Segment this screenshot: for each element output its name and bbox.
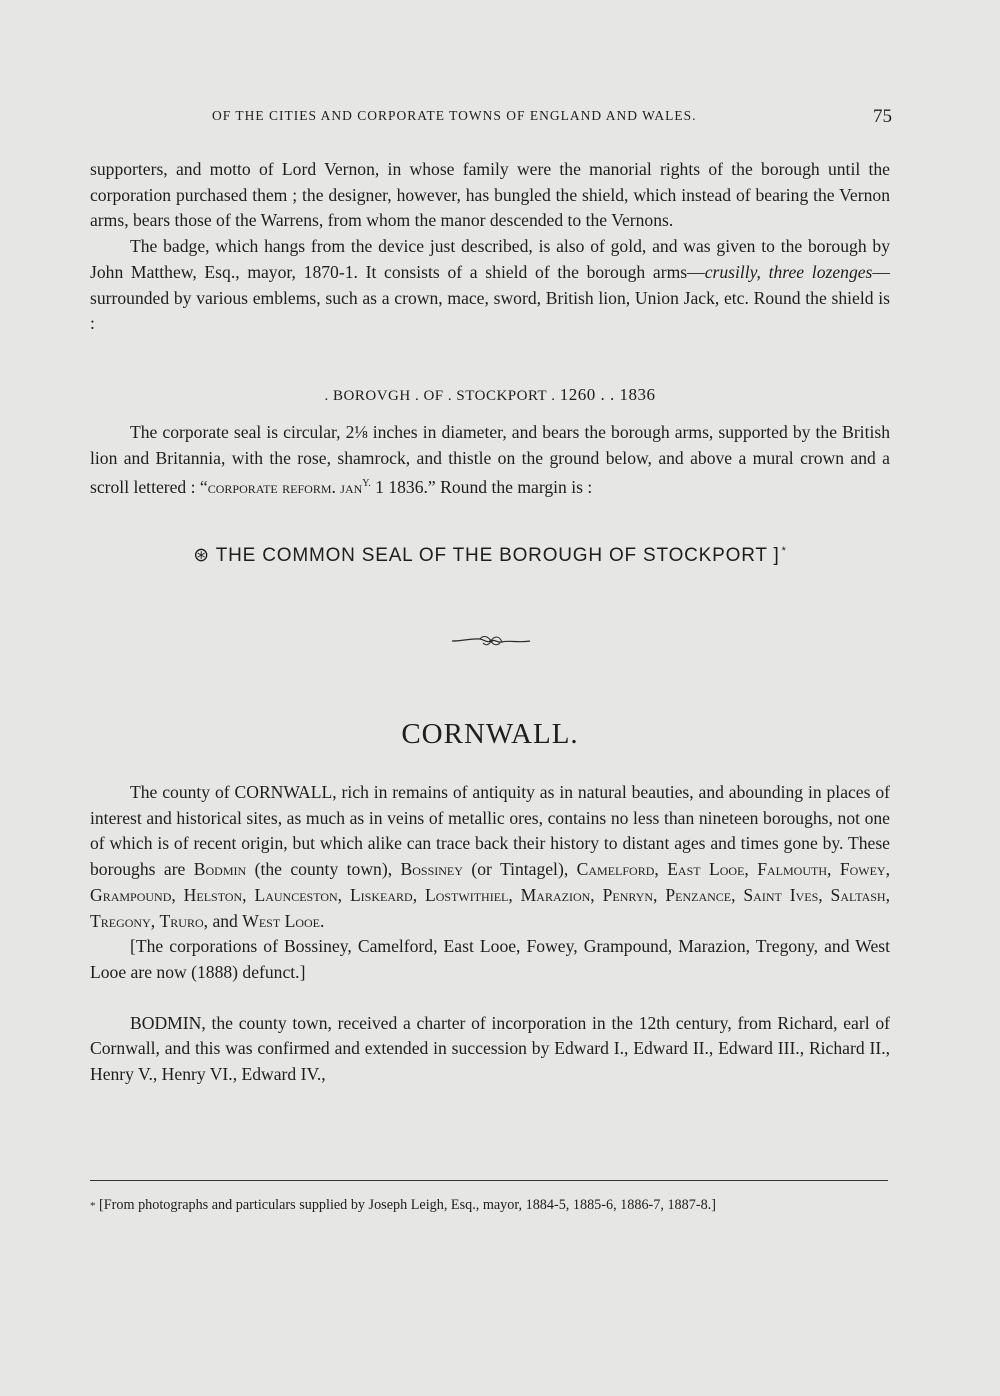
ornament-divider-icon [450, 632, 532, 650]
borough-name: Bodmin [193, 859, 247, 880]
badge-text-start: The badge, which hangs from the device just described, is also of gold, and was given to the borough by John Matthew, Esq., mayor, 1870-1. It consists of a shield of the borough arms— [90, 236, 890, 282]
footnote [90, 1194, 890, 1218]
borough-name: Falmouth [757, 859, 828, 880]
borough-name: Launceston [254, 884, 338, 905]
bossiney-note: (or Tintagel) [471, 859, 564, 880]
borough-name: Truro [159, 910, 204, 931]
county-town-note: (the county town) [254, 859, 388, 880]
borough-name: Lostwithiel [424, 884, 509, 905]
borough-name: Bossiney [400, 859, 463, 880]
borough-name: West Looe [242, 910, 320, 931]
and-word: and [212, 910, 238, 931]
borough-name: Tregony [90, 910, 151, 931]
borough-name: Saint Ives [743, 884, 819, 905]
seal-legend-text: ⊛ THE COMMON SEAL OF THE BOROUGH OF STOCKPORT ] [193, 545, 780, 566]
seal-motto: corporate reform. jan [207, 477, 363, 498]
paragraph-bodmin: BODMIN, the county town, received a charter of incorporation in the 12th century, from Richard, earl of Cornwall, and this was confirmed and extended in succession by Edward I., Edward II., Edward III., Richard II., Henry V., Henry VI., Edward IV., [90, 1012, 890, 1085]
paragraph-vernon-supporters: supporters, and motto of Lord Vernon, in whose family were the manorial rights of the borough until the corporation purchased them ; the designer, however, has bungled the shield, which instead of bearing the Vernon arms, bears those of the Warrens, from whom the manor descended to the Vernons. [90, 159, 890, 231]
borough-name: Marazion [520, 884, 591, 905]
cornwall-intro-text: The county of CORNWALL, rich in remains of antiquity as in natural beauties, and abounding in places of interest and historical sites, as much as in veins of metallic ores, contains no less than nineteen boroughs, not one of which is of recent origin, but which alike can trace back their history to distant ages and times gone by. These boroughs are [90, 782, 890, 880]
running-head [90, 106, 890, 130]
blazon-italic: crusilly, three lozenges [704, 261, 873, 282]
borough-name: Liskeard [349, 884, 413, 905]
borough-name: Saltash [830, 884, 886, 905]
footnote-divider [90, 1180, 888, 1181]
borough-name: Helston [183, 884, 243, 905]
seal-text-end: 1 1836.” Round the margin is : [370, 477, 593, 498]
borough-name: Fowey [839, 859, 886, 880]
seal-legend [90, 544, 890, 567]
borough-name: Penryn [602, 884, 654, 905]
footnote-mark: * [90, 1200, 96, 1212]
seal-text [90, 420, 890, 501]
footnote-reference: * [781, 544, 787, 557]
borough-name: Camelford [576, 859, 655, 880]
paragraph-corporate-seal [90, 420, 890, 501]
badge-inscription [90, 385, 890, 405]
badge-inscription-words: . BOROVGH . OF . STOCKPORT . [324, 388, 556, 404]
seal-text-start: The corporate seal is circular, 2⅛ inches in diameter, and bears the borough arms, supported by the British lion and Britannia, with the rose, shamrock, and thistle on the ground below, and above a mural crown and a scroll lettered : “ [90, 422, 890, 498]
seal-motto-superscript: Y. [362, 478, 371, 490]
borough-name: Grampound [90, 884, 172, 905]
stockport-text [90, 157, 890, 337]
borough-name: Penzance [665, 884, 732, 905]
footnote-text: [From photographs and particulars supplied by Joseph Leigh, Esq., mayor, 1884-5, 1885-6, 1886-7, 1887-8.] [99, 1197, 716, 1213]
paragraph-cornwall-intro: The county of CORNWALL, rich in remains of antiquity as in natural beauties, and abounding in places of interest and historical sites, as much as in veins of metallic ores, contains no less than nineteen boroughs, not one of which is of recent origin, but which alike can trace back their history to distant ages and times gone by. These boroughs are Bodmin (the county town), Bossiney (or Tintagel), Camelford, East Looe, Falmouth, Fowey, Grampound, Helston, Launceston, Liskeard, Lostwithiel, Marazion, Penryn, Penzance, Saint Ives, Saltash, Tregony, Truro, and West Looe. [90, 782, 891, 931]
page-number: 75 [873, 106, 892, 127]
borough-name: East Looe [667, 859, 745, 880]
paragraph-badge [90, 234, 890, 337]
running-title: OF THE CITIES AND CORPORATE TOWNS OF ENGLAND AND WALES. [212, 108, 697, 123]
paragraph-defunct-corporations: [The corporations of Bossiney, Camelford, East Looe, Fowey, Grampound, Marazion, Tregony, and West Looe are now (1888) defunct.] [90, 936, 890, 982]
badge-text-end: —surrounded by various emblems, such as a crown, mace, sword, British lion, Union Jack, etc. Round the shield is : [90, 261, 890, 334]
badge-inscription-dates: 1260 . . 1836 [559, 385, 656, 404]
cornwall-text [90, 780, 890, 1088]
section-heading-cornwall: CORNWALL. [401, 718, 579, 750]
